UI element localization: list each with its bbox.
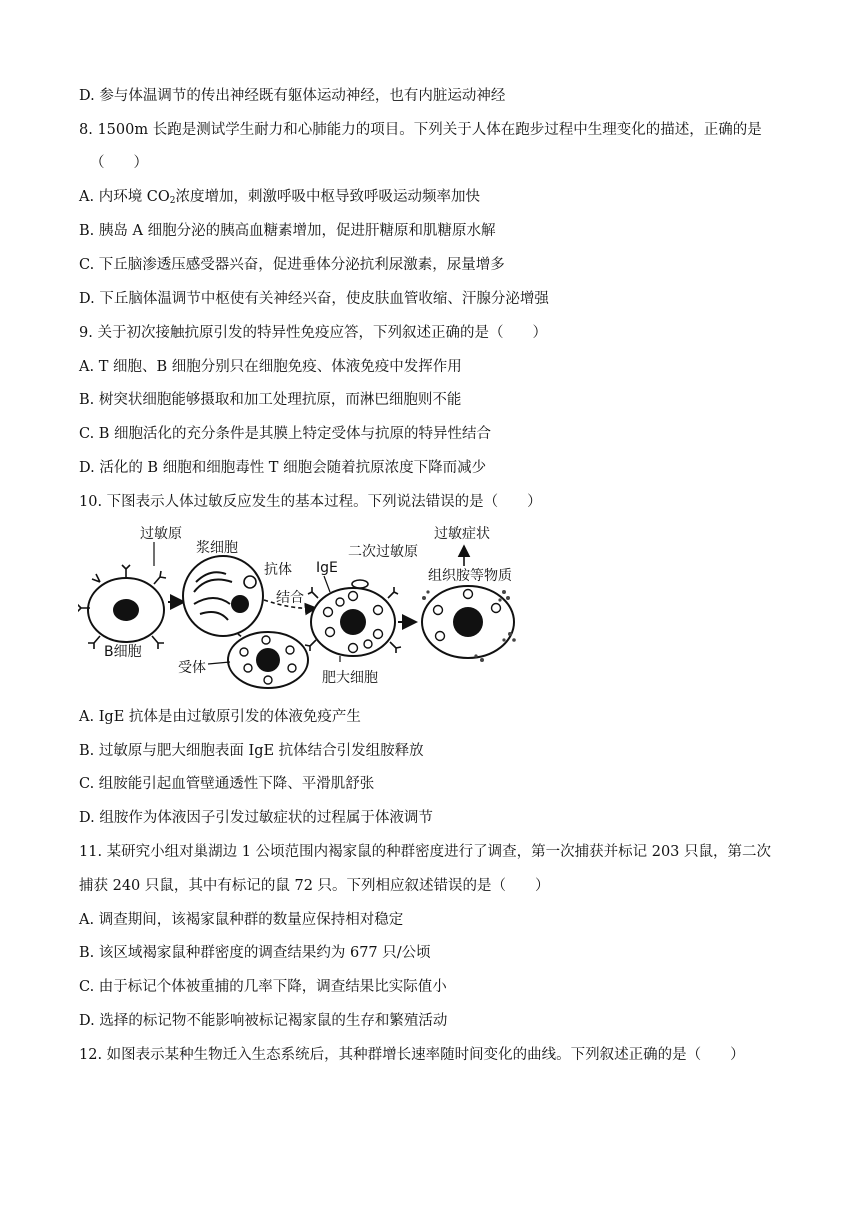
b-cell: [78, 565, 166, 649]
q8-paren: （ ）: [90, 155, 148, 171]
q11-stem-cont: 捕获 240 只鼠，其中有标记的鼠 72 只。下列相应叙述错误的是（ ）: [79, 878, 550, 894]
q9-option-b: B. 树突状细胞能够摄取和加工处理抗原，而淋巴细胞则不能: [79, 392, 462, 408]
d7-option: D. 参与体温调节的传出神经既有躯体运动神经，也有内脏运动神经: [79, 88, 506, 104]
symptoms-label: 过敏症状: [434, 526, 490, 542]
mast-cell-degranulating: [422, 586, 516, 662]
q8-option-a: [79, 187, 480, 211]
mast-cell-label: 肥大细胞: [322, 670, 378, 686]
receptor-label: 受体: [178, 660, 206, 676]
plasma-cell: [183, 556, 263, 636]
q11-option-d: D. 选择的标记物不能影响被标记褐家鼠的生存和繁殖活动: [79, 1013, 448, 1029]
binding-label: 结合: [276, 590, 304, 606]
q8a-pre: A. 内环境 CO: [79, 189, 170, 205]
q8-option-b: B. 胰岛 A 细胞分泌的胰高血糖素增加，促进肝糖原和肌糖原水解: [79, 223, 496, 239]
q8-stem: 8. 1500m 长跑是测试学生耐力和心肺能力的项目。下列关于人体在跑步过程中生理变化的描述，正确的是: [79, 122, 762, 138]
q9-option-a: A. T 细胞、B 细胞分别只在细胞免疫、体液免疫中发挥作用: [79, 359, 462, 375]
ige-label: IgE: [316, 560, 338, 576]
q10-option-a: A. IgE 抗体是由过敏原引发的体液免疫产生: [79, 709, 361, 725]
q12-stem: 12. 如图表示某种生物迁入生态系统后，其种群增长速率随时间变化的曲线。下列叙述正确的是（ ）: [79, 1047, 745, 1063]
b-cell-label: B细胞: [104, 644, 142, 660]
allergy-process-figure: [78, 522, 538, 692]
q10-option-b: B. 过敏原与肥大细胞表面 IgE 抗体结合引发组胺释放: [79, 743, 424, 759]
allergen-label: 过敏原: [140, 526, 182, 542]
q8-option-d: D. 下丘脑体温调节中枢使有关神经兴奋，使皮肤血管收缩、汗腺分泌增强: [79, 291, 549, 307]
q9-option-d: D. 活化的 B 细胞和细胞毒性 T 细胞会随着抗原浓度下降而减少: [79, 460, 487, 476]
histamine-label: 组织胺等物质: [428, 568, 512, 584]
q11-option-b: B. 该区域褐家鼠种群密度的调查结果约为 677 只/公顷: [79, 945, 431, 961]
q11-option-a: A. 调查期间，该褐家鼠种群的数量应保持相对稳定: [79, 912, 404, 928]
q10-option-d: D. 组胺作为体液因子引发过敏症状的过程属于体液调节: [79, 810, 433, 826]
q10-stem: 10. 下图表示人体过敏反应发生的基本过程。下列说法错误的是（ ）: [79, 494, 542, 510]
q9-stem: 9. 关于初次接触抗原引发的特异性免疫应答，下列叙述正确的是（ ）: [79, 325, 547, 341]
q11-option-c: C. 由于标记个体被重捕的几率下降，调查结果比实际值小: [79, 979, 447, 995]
mast-cell-small: [228, 632, 308, 688]
q8a-post: 浓度增加，刺激呼吸中枢导致呼吸运动频率加快: [175, 189, 481, 205]
q10-option-c: C. 组胺能引起血管壁通透性下降、平滑肌舒张: [79, 776, 375, 792]
mast-cell-sensitized: [305, 587, 401, 656]
antibody-label: 抗体: [264, 562, 292, 578]
q9-option-c: C. B 细胞活化的充分条件是其膜上特定受体与抗原的特异性结合: [79, 426, 492, 442]
q8-option-c: C. 下丘脑渗透压感受器兴奋，促进垂体分泌抗利尿激素，尿量增多: [79, 257, 505, 273]
q11-stem: 11. 某研究小组对巢湖边 1 公顷范围内褐家鼠的种群密度进行了调查，第一次捕获并标记 203 只鼠，第二次: [79, 844, 772, 860]
plasma-cell-label: 浆细胞: [196, 540, 238, 556]
second-allergen-label: 二次过敏原: [348, 544, 418, 560]
q8a-sub: 2: [169, 196, 176, 206]
